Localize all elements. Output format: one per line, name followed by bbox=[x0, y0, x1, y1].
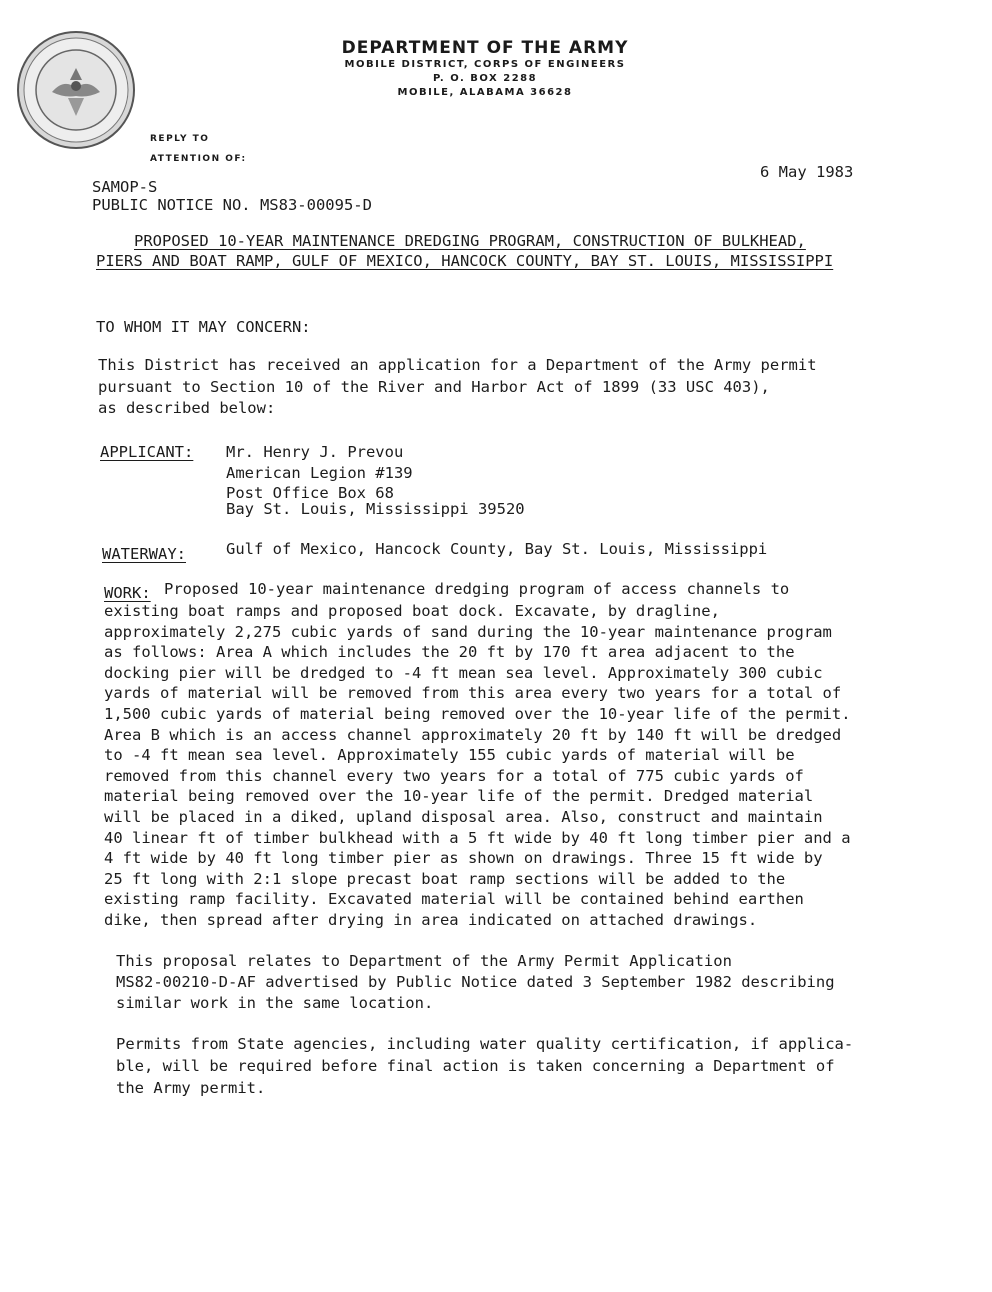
office-symbol: SAMOP-S bbox=[92, 178, 158, 196]
applicant-line: Mr. Henry J. Prevou bbox=[226, 443, 404, 461]
applicant-line: Post Office Box 68 bbox=[226, 484, 394, 502]
related-line: This proposal relates to Department of the Army Permit Application bbox=[116, 952, 732, 970]
work-line: will be placed in a diked, upland disposal area. Also, construct and maintain bbox=[104, 808, 823, 826]
letter-date: 6 May 1983 bbox=[760, 163, 854, 181]
work-line: existing boat ramps and proposed boat dock. Excavate, by dragline, bbox=[104, 602, 720, 620]
work-first-line: Proposed 10-year maintenance dredging program of access channels to bbox=[164, 580, 790, 598]
work-line: Area B which is an access channel approximately 20 ft by 140 ft will be dredged bbox=[104, 726, 842, 744]
work-line: as follows: Area A which includes the 20 ft by 170 ft area adjacent to the bbox=[104, 643, 795, 661]
work-line: dike, then spread after drying in area indicated on attached drawings. bbox=[104, 911, 758, 929]
work-line: docking pier will be dredged to -4 ft mean sea level. Approximately 300 cubic bbox=[104, 664, 823, 682]
letterhead-line: P. O. BOX 2288 bbox=[432, 73, 538, 84]
work-line: 4 ft wide by 40 ft long timber pier as shown on drawings. Three 15 ft wide by bbox=[104, 849, 823, 867]
intro-line: pursuant to Section 10 of the River and Harbor Act of 1899 (33 USC 403), bbox=[98, 378, 770, 396]
work-line: to -4 ft mean sea level. Approximately 155 cubic yards of material will be bbox=[104, 746, 795, 764]
work-label: WORK: bbox=[104, 584, 151, 602]
reply-to-label: REPLY TO bbox=[150, 134, 210, 144]
related-line: similar work in the same location. bbox=[116, 994, 434, 1012]
letterhead-line: MOBILE DISTRICT, CORPS OF ENGINEERS bbox=[344, 59, 626, 70]
applicant-label: APPLICANT: bbox=[100, 443, 194, 461]
letterhead-title: DEPARTMENT OF THE ARMY bbox=[341, 38, 629, 58]
permits-line: the Army permit. bbox=[116, 1079, 266, 1097]
permits-line: Permits from State agencies, including water quality certification, if applica- bbox=[116, 1035, 854, 1053]
related-line: MS82-00210-D-AF advertised by Public Notice dated 3 September 1982 describing bbox=[116, 973, 835, 991]
letterhead bbox=[300, 38, 670, 100]
applicant-line: Bay St. Louis, Mississippi 39520 bbox=[226, 500, 525, 518]
work-line: 25 ft long with 2:1 slope precast boat ramp sections will be added to the bbox=[104, 870, 786, 888]
work-line: material being removed over the 10-year life of the permit. Dredged material bbox=[104, 787, 814, 805]
work-line: yards of material will be removed from this area every two years for a total of bbox=[104, 684, 842, 702]
waterway-value: Gulf of Mexico, Hancock County, Bay St. Louis, Mississippi bbox=[226, 540, 768, 558]
permits-line: ble, will be required before final action is taken concerning a Department of bbox=[116, 1057, 835, 1075]
subject-line: PIERS AND BOAT RAMP, GULF OF MEXICO, HANCOCK COUNTY, BAY ST. LOUIS, MISSISSIPPI bbox=[96, 252, 834, 270]
waterway-label: WATERWAY: bbox=[102, 545, 186, 563]
work-line: approximately 2,275 cubic yards of sand during the 10-year maintenance program bbox=[104, 623, 832, 641]
work-line: removed from this channel every two years for a total of 775 cubic yards of bbox=[104, 767, 804, 785]
attention-of-label: ATTENTION OF: bbox=[150, 154, 247, 164]
subject-line: PROPOSED 10-YEAR MAINTENANCE DREDGING PROGRAM, CONSTRUCTION OF BULKHEAD, bbox=[134, 232, 806, 250]
intro-line: This District has received an application for a Department of the Army permit bbox=[98, 356, 817, 374]
intro-line: as described below: bbox=[98, 399, 276, 417]
salutation: TO WHOM IT MAY CONCERN: bbox=[96, 318, 311, 336]
work-line: 1,500 cubic yards of material being removed over the 10-year life of the permit. bbox=[104, 705, 851, 723]
applicant-line: American Legion #139 bbox=[226, 464, 413, 482]
department-seal-icon bbox=[14, 28, 138, 152]
work-line: existing ramp facility. Excavated material will be contained behind earthen bbox=[104, 890, 804, 908]
work-line: 40 linear ft of timber bulkhead with a 5 ft wide by 40 ft long timber pier and a bbox=[104, 829, 851, 847]
public-notice-number: PUBLIC NOTICE NO. MS83-00095-D bbox=[92, 196, 372, 214]
letterhead-line: MOBILE, ALABAMA 36628 bbox=[397, 87, 573, 98]
